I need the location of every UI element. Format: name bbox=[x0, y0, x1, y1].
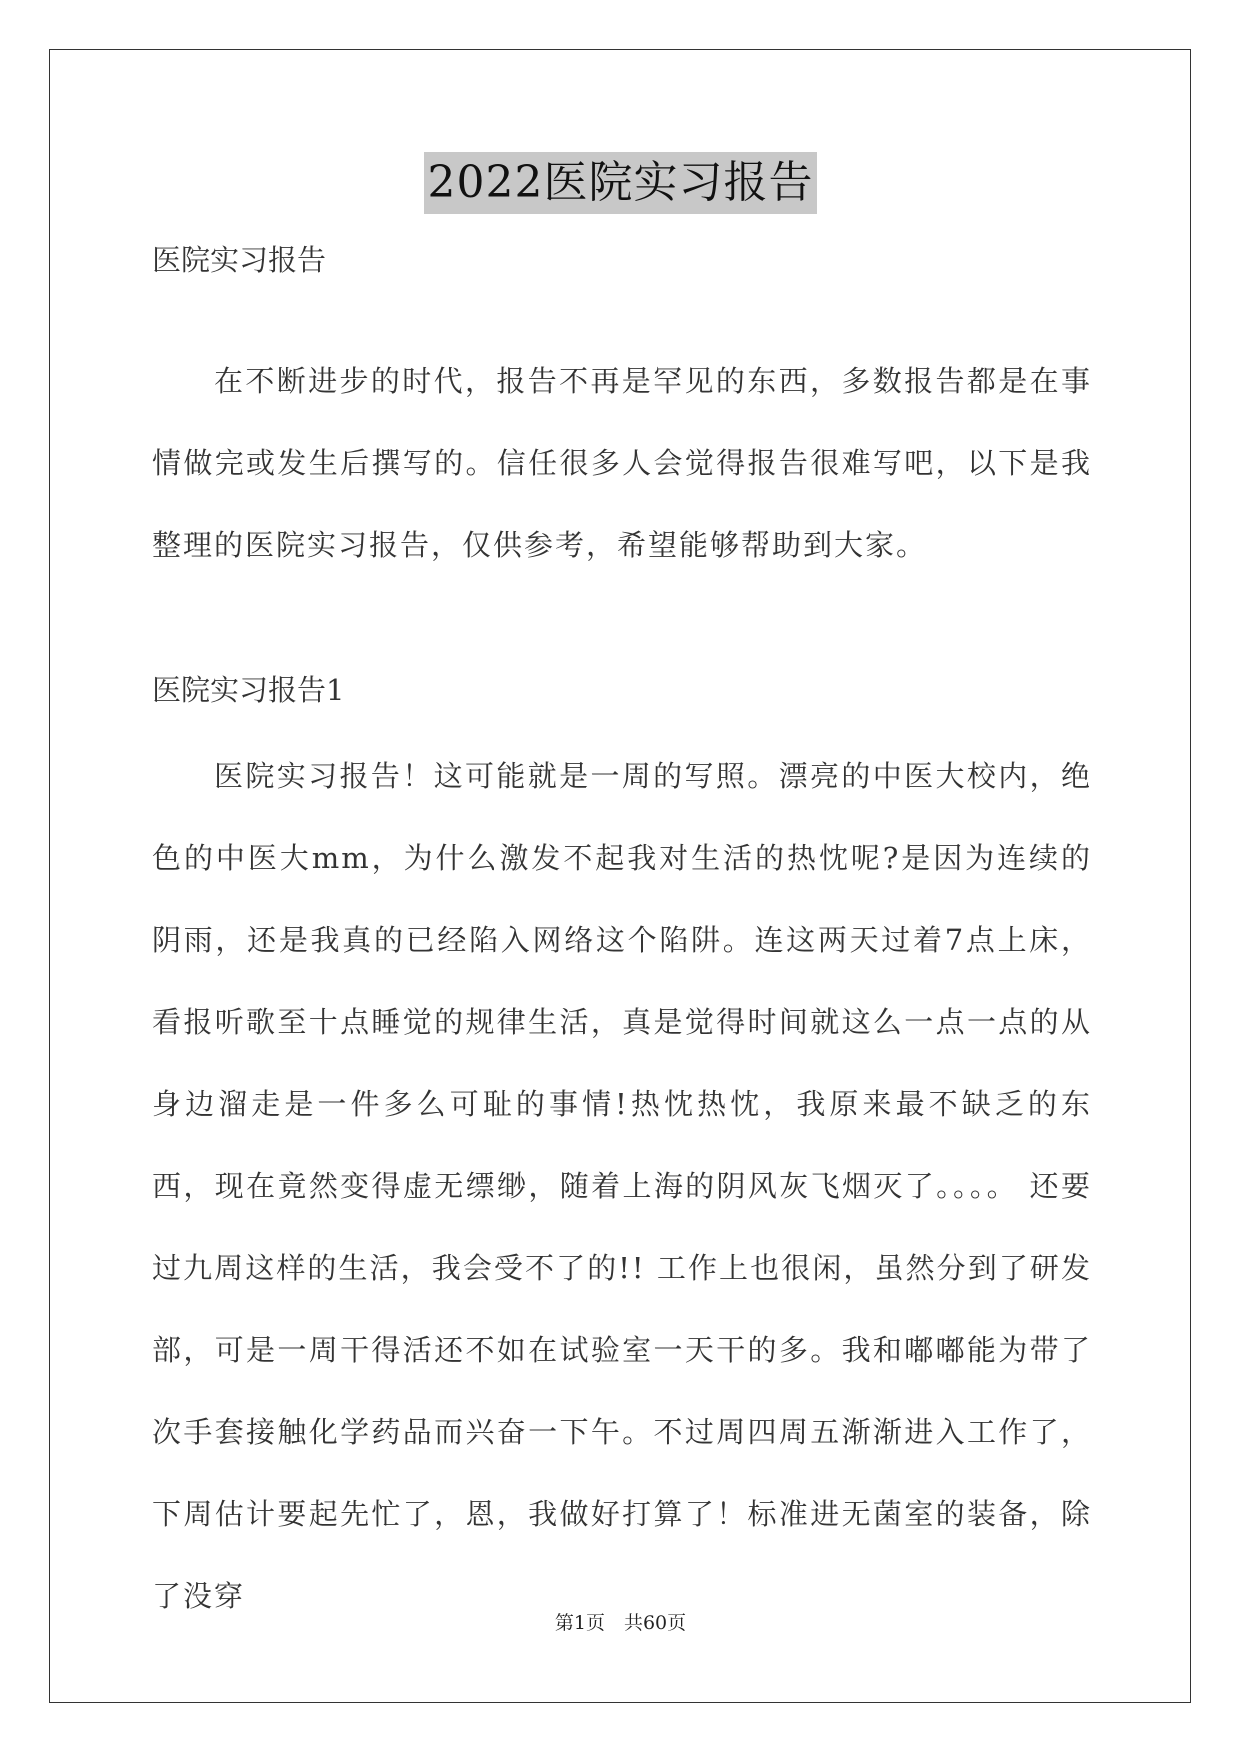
body-paragraph: 医院实习报告！这可能就是一周的写照。漂亮的中医大校内，绝色的中医大mm，为什么激发不起我对生活的热忱呢?是因为连续的阴雨，还是我真的已经陷入网络这个陷阱。连这两天过着7点上床，看报听歌至十点睡觉的规律生活，真是觉得时间就这么一点一点的从身边溜走是一件多么可耻的事情!热忱热忱，我原来最不缺乏的东西，现在竟然变得虚无缥缈，随着上海的阴风灰飞烟灭了。。。。 还要过九周这样的生活，我会受不了的!! 工作上也很闲，虽然分到了研发部，可是一周干得活还不如在试验室一天干的多。我和嘟嘟能为带了次手套接触化学药品而兴奋一下午。不过周四周五渐渐进入工作了，下周估计要起先忙了，恩，我做好打算了！标准进无菌室的装备，除了没穿 bbox=[152, 759, 1092, 1613]
page-number-footer: 第1页 共60页 bbox=[554, 1612, 687, 1634]
title-container bbox=[0, 152, 1241, 214]
document-title: 2022医院实习报告 bbox=[424, 152, 818, 214]
section-heading: 医院实习报告1 bbox=[152, 673, 345, 707]
intro-paragraph: 在不断进步的时代，报告不再是罕见的东西，多数报告都是在事情做完或发生后撰写的。信任很多人会觉得报告很难写吧，以下是我整理的医院实习报告，仅供参考，希望能够帮助到大家。 bbox=[152, 364, 1092, 562]
document-subtitle: 医院实习报告 bbox=[152, 243, 327, 277]
